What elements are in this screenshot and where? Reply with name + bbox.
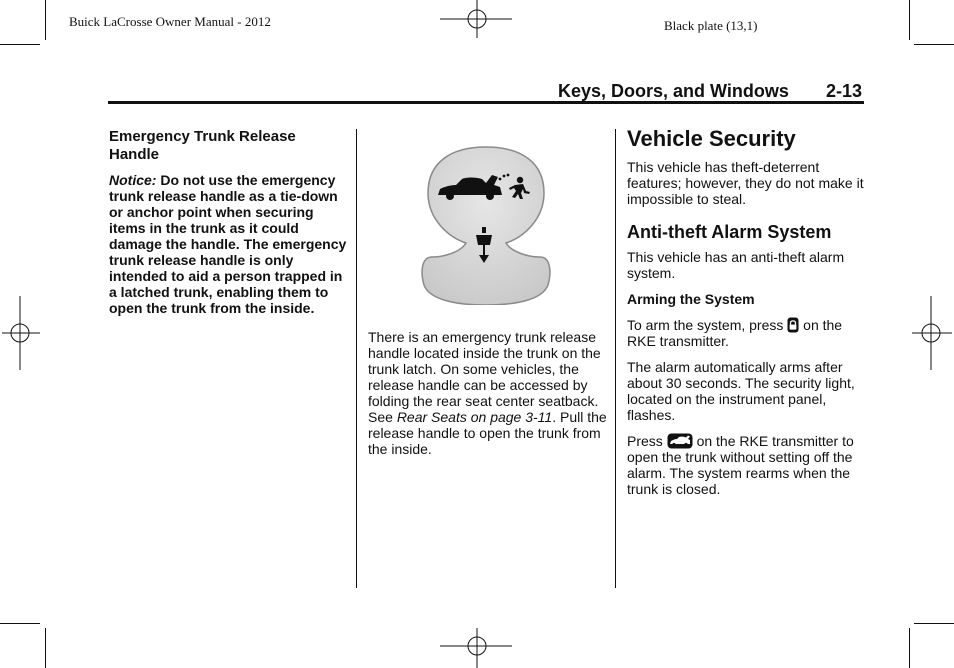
page-number: 2-13 [826, 81, 863, 101]
lock-icon [787, 317, 799, 333]
column-divider-left [356, 129, 357, 588]
arm-text-b: on the RKE transmitter. [627, 317, 843, 349]
notice-paragraph [109, 172, 349, 316]
release-text-b: . Pull the release handle to open the trunk from the inside. [368, 409, 607, 457]
vehicle-security-section [627, 126, 867, 507]
trunk-text-a: Press [627, 433, 667, 449]
vehicle-security-intro: This vehicle has theft-deterrent features; however, they do not make it impossible to steal. [627, 159, 864, 207]
trunk-paragraph [627, 433, 867, 497]
rear-seats-link[interactable]: Rear Seats on page 3-11 [396, 409, 553, 425]
auto-arm-paragraph: The alarm automatically arms after about 30 seconds. The security light, located on the instrument panel, flashes. [627, 359, 855, 423]
release-text-a: There is an emergency trunk release handle located inside the trunk on the trunk latch. On some vehicles, the release handle can be accessed by folding the rear seat center seatback. See [368, 329, 601, 425]
notice-label: Notice: [109, 172, 157, 188]
registration-mark-bottom [440, 626, 516, 668]
anti-theft-intro: This vehicle has an anti-theft alarm system. [627, 249, 845, 281]
emergency-release-section [109, 128, 349, 316]
vehicle-security-title: Vehicle Security [627, 126, 796, 151]
emergency-release-description [368, 329, 608, 457]
release-paragraph [368, 329, 608, 457]
arm-paragraph [627, 317, 867, 349]
header-rule [108, 101, 864, 104]
anti-theft-heading: Anti-theft Alarm System [627, 222, 832, 242]
trunk-text-b: on the RKE transmitter to open the trunk without setting off the alarm. The system rearms when the trunk is closed. [627, 433, 854, 497]
registration-mark-left [0, 296, 44, 372]
registration-mark-right [910, 296, 954, 372]
arming-heading: Arming the System [627, 291, 755, 307]
column-divider-right [615, 129, 616, 588]
manual-title: Buick LaCrosse Owner Manual - 2012 [69, 14, 271, 29]
emergency-trunk-release-handle-icon [420, 145, 552, 305]
notice-text: Do not use the emergency trunk release handle as a tie-down or anchor point when securing items in the trunk as it could damage the handle. The emergency trunk release handle is only intended to aid a person trapped in a latched trunk, enabling them to open the trunk from the inside. [109, 172, 347, 316]
section-title: Keys, Doors, and Windows [558, 81, 789, 101]
emergency-trunk-release-handle-figure [420, 145, 552, 305]
plate-label: Black plate (13,1) [664, 18, 758, 33]
emergency-release-heading: Emergency Trunk Release Handle [109, 128, 296, 163]
registration-mark-top [440, 0, 516, 44]
arm-text-a: To arm the system, press [627, 317, 788, 333]
trunk-release-icon [667, 433, 693, 449]
